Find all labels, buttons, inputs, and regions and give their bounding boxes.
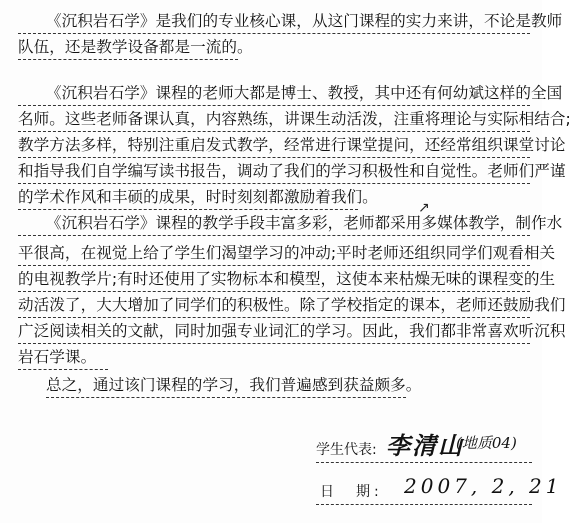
date-value: 2007, 2, 21	[404, 474, 563, 498]
paragraph-2-line-4: 和指导我们自学编写读书报告，调动了我们的学习积极性和自觉性。老师们严谨	[18, 162, 566, 180]
paragraph-3-line-1: 《沉积岩石学》课程的教学手段丰富多彩，老师都采用多媒体教学，制作水	[46, 214, 563, 232]
line-rule	[18, 317, 530, 318]
line-rule	[18, 183, 530, 184]
paragraph-3-line-5: 广泛阅读相关的文献，同时加强专业词汇的学习。因此，我们都非常喜欢听沉积	[18, 322, 566, 340]
paragraph-1-line-1: 《沉积岩石学》是我们的专业核心课，从这门课程的实力来讲，不论是教师	[46, 12, 563, 30]
signature-name: 李清山	[386, 431, 464, 460]
paragraph-3-line-2: 平很高，在视觉上给了学生们渴望学习的冲动;平时老师还组织同学们观看相关	[18, 244, 556, 262]
date-label: 日 期:	[320, 484, 383, 500]
paragraph-3-line-4: 动活泼了，大大增加了同学们的积极性。除了学校指定的课本，老师还鼓励我们	[18, 296, 566, 314]
paragraph-2-line-2: 名师。这些老师备课认真，内容熟练，讲课生动活泼，注重将理论与实际相结合;	[18, 110, 571, 128]
line-rule	[18, 209, 358, 210]
line-rule	[18, 131, 530, 132]
line-rule	[18, 59, 238, 60]
line-rule	[18, 105, 530, 106]
paragraph-2-line-1: 《沉积岩石学》课程的老师大都是博士、教授，其中还有何幼斌这样的全国	[46, 84, 563, 102]
paragraph-2-line-3: 教学方法多样，特别注重启发式教学，经常进行课堂提问，还经常组织课堂讨论	[18, 136, 566, 154]
paragraph-3-line-6: 岩石学课。	[18, 348, 97, 366]
line-rule	[18, 343, 530, 344]
student-representative-label: 学生代表:	[316, 442, 377, 458]
paragraph-3-line-3: 的电视教学片;有时还使用了实物标本和模型，这使本来枯燥无味的课程变的生	[18, 270, 556, 288]
line-rule	[18, 157, 530, 158]
pen-mark-icon: ↗	[418, 200, 430, 216]
line-rule	[18, 291, 530, 292]
paragraph-4-line-1: 总之，通过该门课程的学习，我们普遍感到获益颇多。	[46, 376, 422, 394]
line-rule	[18, 235, 530, 236]
date-line	[316, 504, 532, 505]
paragraph-2-line-5: 的学术作风和丰硕的成果，时时刻刻都激励着我们。	[18, 188, 378, 206]
signature-class-note: (地质04)	[456, 434, 517, 452]
line-rule	[18, 33, 530, 34]
signature-line	[316, 462, 532, 463]
line-rule	[18, 265, 530, 266]
line-rule	[18, 369, 108, 370]
line-rule	[46, 397, 406, 398]
paragraph-1-line-2: 队伍，还是教学设备都是一流的。	[18, 38, 253, 56]
